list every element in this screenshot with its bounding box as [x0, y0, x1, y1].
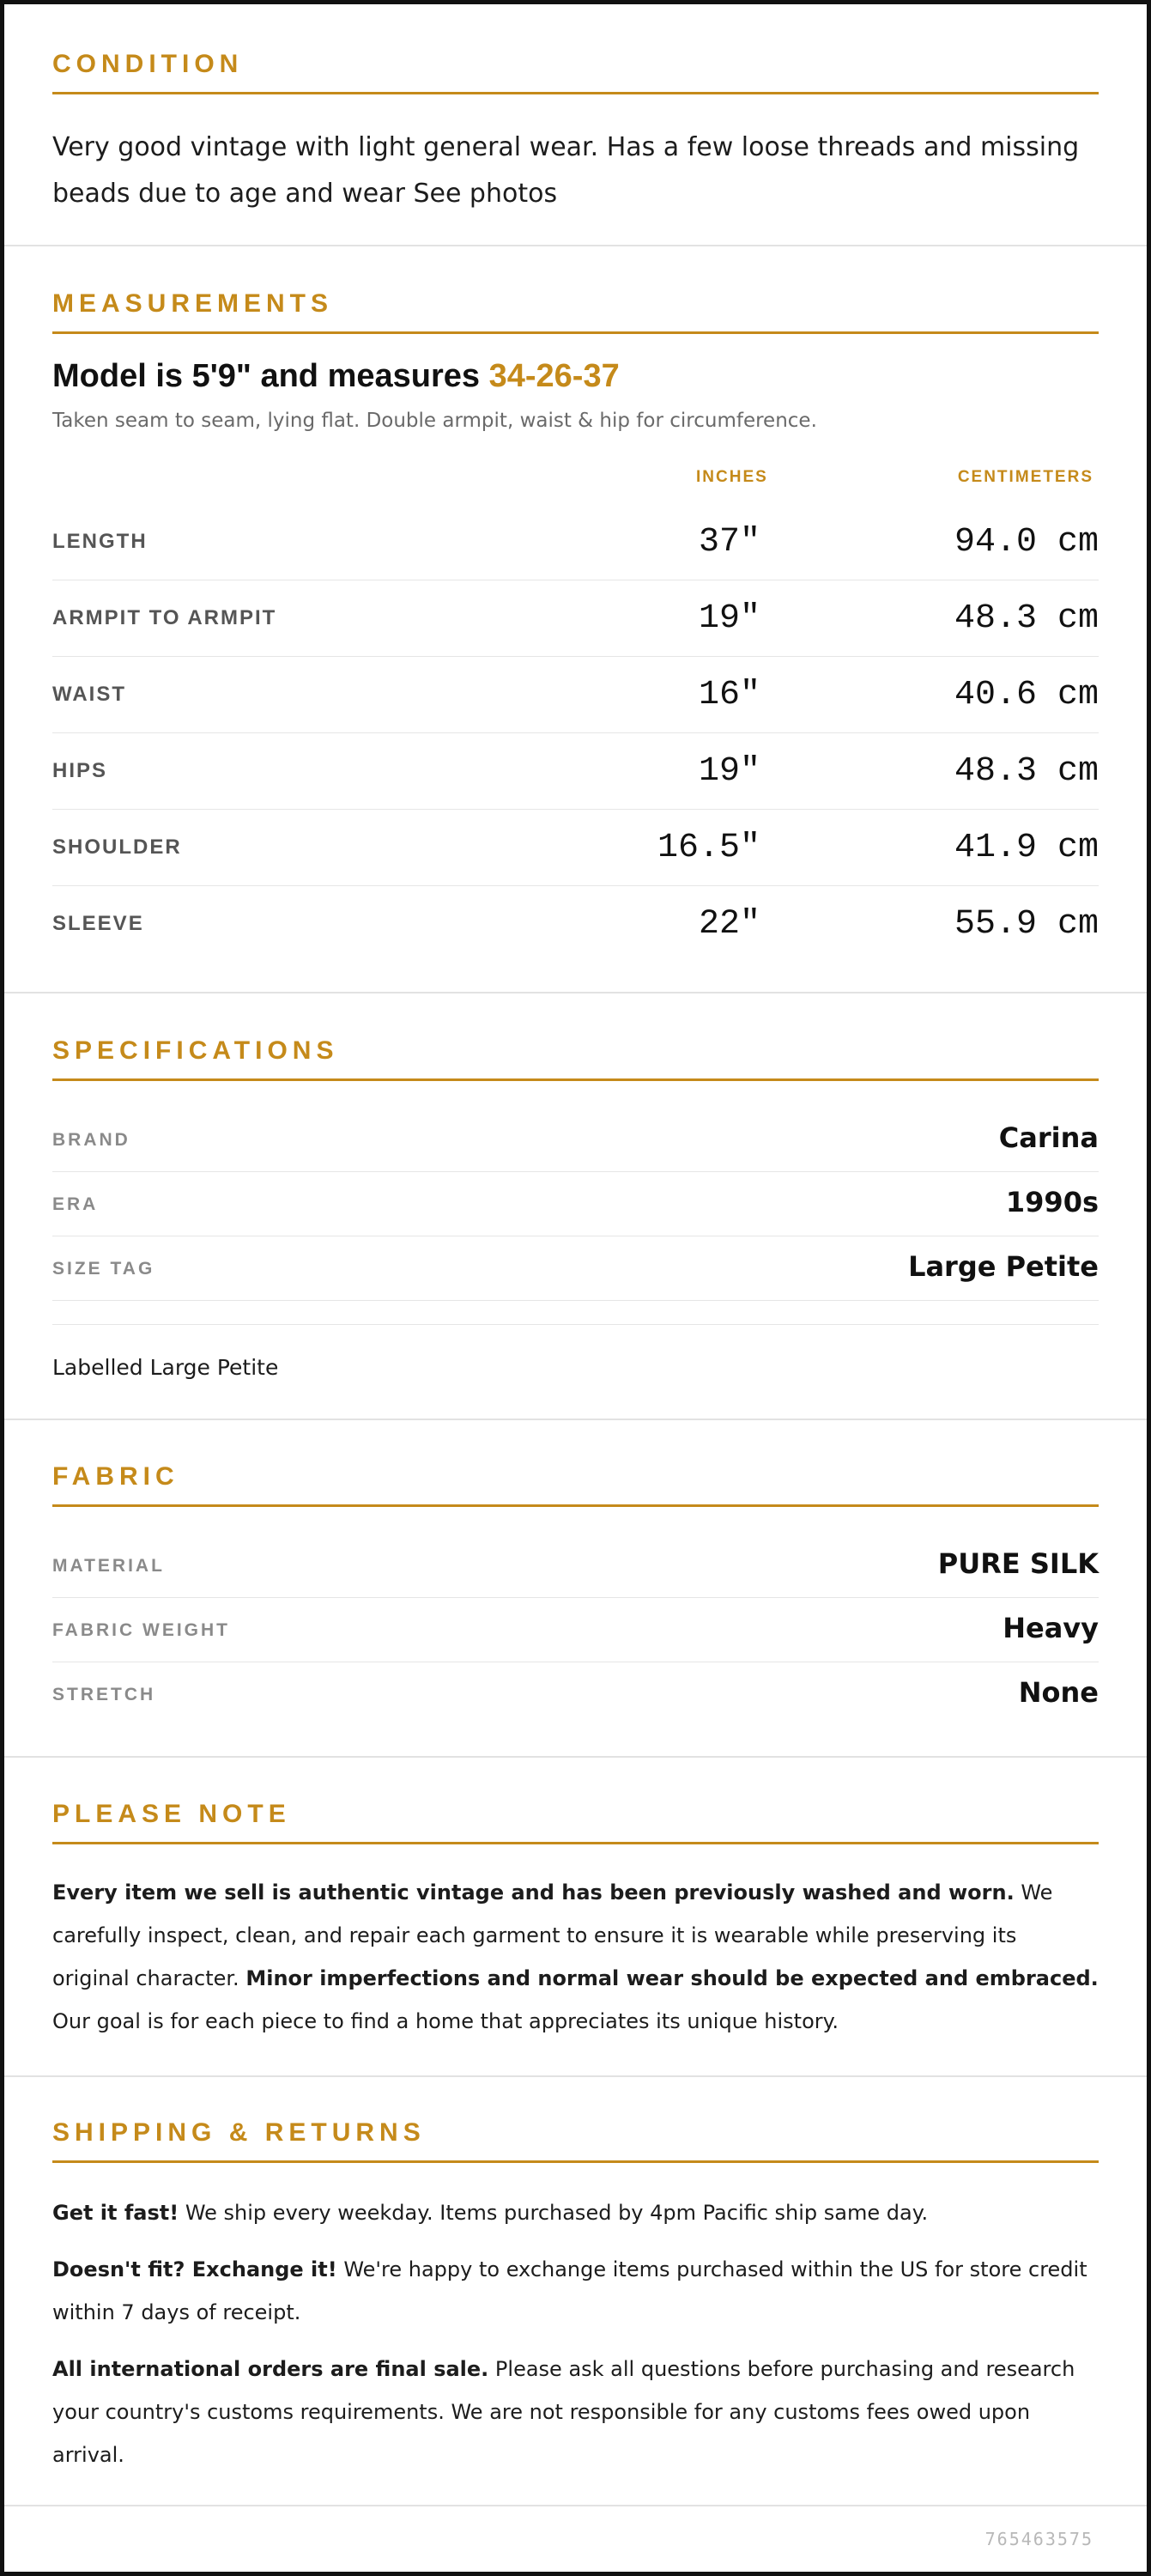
measurements-subtitle: Taken seam to seam, lying flat. Double armpit, waist & hip for circumference. — [52, 410, 817, 432]
fabric-row-stretch — [52, 1662, 1099, 1727]
inches-column-header: INCHES — [696, 468, 768, 486]
section-divider — [4, 992, 1147, 993]
spec-label: ERA — [52, 1194, 99, 1214]
fabric-rule — [52, 1504, 1099, 1507]
fabric-value: Heavy — [1003, 1612, 1099, 1644]
please-note-rule — [52, 1842, 1099, 1844]
section-divider — [4, 1419, 1147, 1420]
measurement-row-armpit — [52, 580, 1099, 657]
measurements-title: MEASUREMENTS — [52, 289, 334, 318]
condition-rule — [52, 92, 1099, 94]
measurement-cm: 40.6 cm — [954, 676, 1099, 714]
section-divider — [4, 2075, 1147, 2077]
fabric-value: None — [1018, 1676, 1099, 1709]
model-prefix: Model is 5'9" and measures — [52, 358, 489, 394]
measurement-row-sleeve — [52, 886, 1099, 963]
section-divider — [4, 2505, 1147, 2506]
shipping-paragraph-3 — [52, 2348, 1099, 2476]
spec-value: Carina — [998, 1121, 1099, 1154]
measurement-row-length — [52, 504, 1099, 580]
fabric-row-material — [52, 1534, 1099, 1598]
section-divider — [4, 245, 1147, 246]
shipping-text-1: We ship every weekday. Items purchased by 4pm Pacific ship same day. — [179, 2201, 929, 2225]
spec-label: BRAND — [52, 1130, 130, 1150]
measurement-cm: 48.3 cm — [954, 752, 1099, 791]
shipping-title: SHIPPING & RETURNS — [52, 2118, 426, 2147]
please-note-text-2: Our goal is for each piece to find a home that appreciates its unique history. — [52, 2009, 839, 2033]
specifications-title: SPECIFICATIONS — [52, 1036, 339, 1065]
fabric-value: PURE SILK — [937, 1547, 1099, 1580]
fabric-label: FABRIC WEIGHT — [52, 1620, 230, 1640]
note-divider — [52, 1324, 1099, 1325]
model-info — [52, 356, 620, 396]
please-note-bold-2: Minor imperfections and normal wear should be expected and embraced. — [245, 1966, 1099, 1990]
centimeters-column-header: CENTIMETERS — [957, 468, 1093, 486]
please-note-text-1: We carefully inspect, clean, and repair each garment to ensure it is wearable while preserving its original character. — [52, 1880, 1053, 1990]
measurement-inches: 19" — [698, 599, 760, 638]
measurement-label: HIPS — [52, 759, 108, 782]
spec-label: SIZE TAG — [52, 1259, 155, 1279]
measurement-inches: 22" — [698, 905, 760, 944]
spec-value: Large Petite — [908, 1250, 1099, 1283]
measurement-cm: 94.0 cm — [954, 523, 1099, 562]
please-note-text — [52, 1871, 1099, 2043]
fabric-title: FABRIC — [52, 1462, 179, 1491]
measurement-cm: 55.9 cm — [954, 905, 1099, 944]
shipping-bold-1: Get it fast! — [52, 2201, 179, 2225]
measurement-cm: 48.3 cm — [954, 599, 1099, 638]
condition-title: CONDITION — [52, 50, 244, 78]
fabric-label: STRETCH — [52, 1685, 156, 1704]
measurement-label: LENGTH — [52, 530, 148, 553]
measurement-row-shoulder — [52, 810, 1099, 886]
measurement-label: SLEEVE — [52, 912, 144, 935]
please-note-title: PLEASE NOTE — [52, 1800, 291, 1828]
fabric-row-weight — [52, 1598, 1099, 1662]
measurement-label: WAIST — [52, 683, 126, 706]
measurement-inches: 16" — [698, 676, 760, 714]
model-measures: 34-26-37 — [488, 358, 620, 394]
row-divider — [52, 1300, 1099, 1301]
shipping-paragraph-2 — [52, 2248, 1099, 2334]
spec-row-size-tag — [52, 1236, 1099, 1301]
measurement-label: ARMPIT TO ARMPIT — [52, 606, 277, 629]
measurement-inches: 37" — [698, 523, 760, 562]
specifications-rule — [52, 1078, 1099, 1081]
shipping-text-2: We're happy to exchange items purchased within the US for store credit within 7 days of receipt. — [52, 2257, 1087, 2324]
spec-row-brand — [52, 1108, 1099, 1172]
spec-row-era — [52, 1172, 1099, 1236]
measurements-rule — [52, 331, 1099, 334]
measurement-cm: 41.9 cm — [954, 829, 1099, 867]
measurement-row-hips — [52, 733, 1099, 810]
please-note-bold-1: Every item we sell is authentic vintage and has been previously washed and worn. — [52, 1880, 1015, 1905]
condition-text: Very good vintage with light general wear. Has a few loose threads and missing beads due to age and wear See photos — [52, 132, 1080, 209]
shipping-bold-2: Doesn't fit? Exchange it! — [52, 2257, 337, 2281]
product-code: 765463575 — [984, 2529, 1093, 2549]
shipping-text-3: Please ask all questions before purchasing and research your country's customs requirements. We are not responsible for any customs fees owed upon arrival. — [52, 2357, 1075, 2467]
shipping-bold-3: All international orders are final sale. — [52, 2357, 489, 2381]
measurement-inches: 19" — [698, 752, 760, 791]
fabric-label: MATERIAL — [52, 1556, 165, 1576]
spec-value: 1990s — [1005, 1186, 1099, 1218]
measurement-inches: 16.5" — [657, 829, 760, 867]
size-note: Labelled Large Petite — [52, 1355, 279, 1380]
section-divider — [4, 1756, 1147, 1758]
shipping-paragraph-1 — [52, 2191, 1099, 2234]
measurement-row-waist — [52, 657, 1099, 733]
shipping-rule — [52, 2160, 1099, 2163]
measurement-label: SHOULDER — [52, 835, 182, 859]
